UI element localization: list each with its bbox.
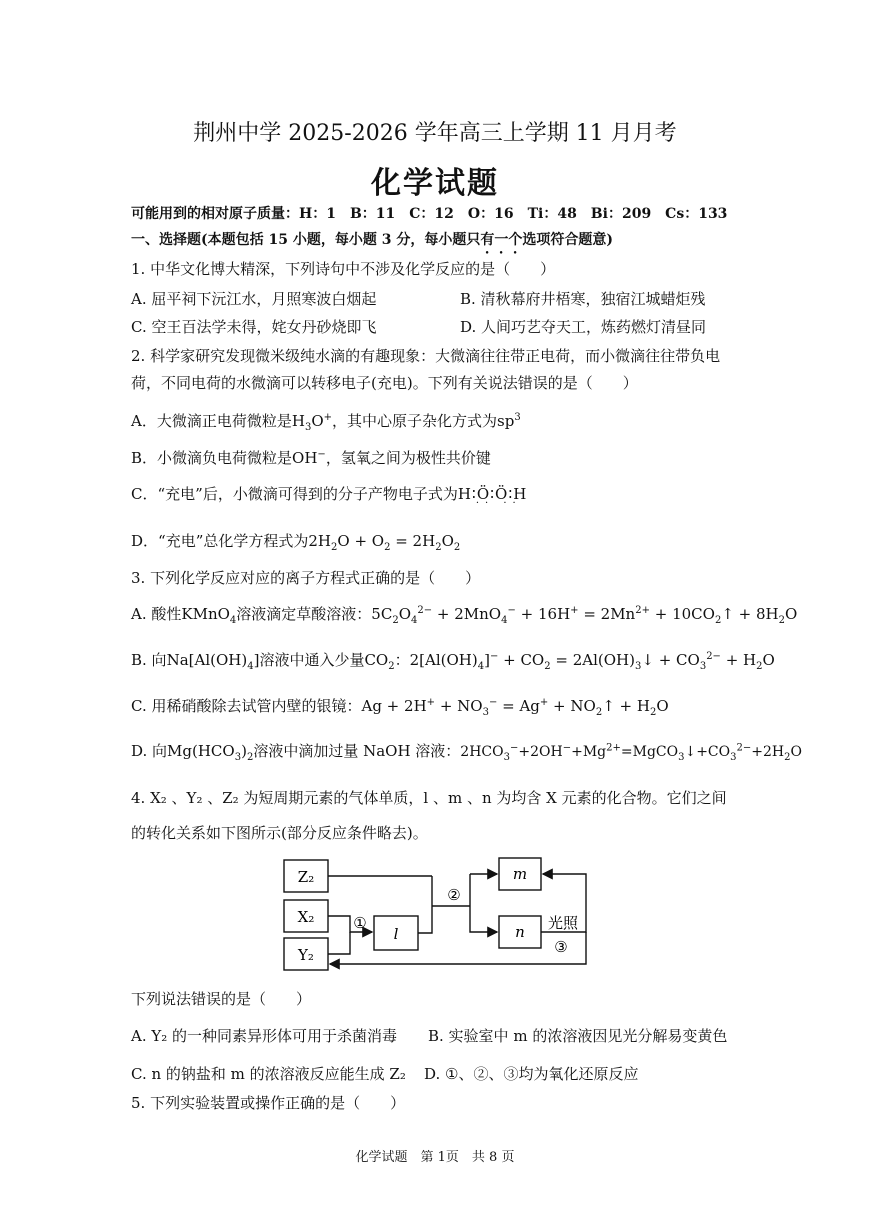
q3-b-equation: $CO_2$：$2[Al(OH)_4]^- + CO_2$ = $2Al(OH)_3↓ + CO_3^{2-} + H_2O$ (364, 651, 775, 672)
peroxide-electron-formula: H∶Ö∶Ö∶H ·· ·· (457, 485, 528, 509)
step3-label: ③ (554, 938, 568, 956)
q3-c-pre: C. 用稀硝酸除去试管内壁的银镜： (131, 697, 362, 715)
q4-stem-line1: 4. X₂ 、Y₂ 、Z₂ 为短周期元素的气体单质，l 、m 、n 为均含 X 元素的化合物。它们之间 (131, 789, 727, 807)
q4-option-d: D. ①、②、③均为氧化还原反应 (424, 1065, 639, 1083)
kmno4-formula: KMnO$_4$ (181, 605, 237, 626)
atomic-masses: 可能用到的相对原子质量：H：1 B：11 C：12 O：16 Ti：48 Bi：209 Cs：133 (131, 206, 728, 222)
q3-d-equation: $2HCO_3^-+2OH^-+Mg^{2+}=MgCO_3↓+CO_3^{2-}+2H_2O$ (460, 742, 802, 763)
section-heading-post: 选项符合题意) (522, 232, 613, 248)
to-n-arrow (470, 874, 497, 932)
q1-option-a: A. 屈平祠下沅江水，月照寒波白烟起 (131, 290, 377, 308)
to-y2-arrow (330, 932, 586, 964)
na-aloh4-formula: $Na[Al(OH)_4]$ (166, 651, 260, 672)
q4-option-c: C. n 的钠盐和 m 的浓溶液反应能生成 Z₂ (131, 1065, 406, 1083)
q3-stem: 3. 下列化学反应对应的离子方程式正确的是（ ） (131, 569, 481, 587)
q5-stem: 5. 下列实验装置或操作正确的是（ ） (131, 1094, 406, 1112)
q2-c-text: C．“充电”后，小微滴可得到的分子产物电子式为 (131, 485, 458, 503)
q4-option-a: A. Y₂ 的一种同素异形体可用于杀菌消毒 (131, 1027, 398, 1045)
z2-label: Z₂ (297, 868, 315, 886)
q2-d-text: D．“充电”总化学方程式为 (131, 532, 309, 550)
step2-label: ② (447, 886, 461, 904)
q3-b-pre: B. 向 (131, 651, 167, 669)
q3-d-mid: 溶液中滴加过量 NaOH 溶液： (253, 742, 461, 760)
section-heading (131, 229, 613, 257)
q3-option-b (131, 649, 775, 672)
q4-stem-line2: 的转化关系如下图所示(部分反应条件略去)。 (131, 824, 428, 842)
q2-a-pre: A．大微滴正电荷微粒是 (131, 412, 292, 430)
step1-label: ① (353, 914, 367, 932)
section-heading-pre: 一、选择题(本题包括 15 小题，每小题 3 分，每小题只 (131, 232, 481, 248)
q1-option-c: C. 空王百法学未得，姹女丹砂烧即飞 (131, 318, 377, 336)
m-label: m (512, 865, 528, 883)
q1-option-d: D. 人间巧艺夺天工，炼药燃灯清昼同 (460, 318, 707, 336)
q2-a-mid: ，其中心原子杂化方式为 (332, 412, 498, 430)
q3-b-mid: 溶液中通入少量 (259, 651, 365, 669)
l-line (418, 876, 432, 933)
exam-title: 荆州中学 2025-2026 学年高三上学期 11 月月考 (193, 121, 677, 146)
q4-prompt: 下列说法错误的是（ ） (131, 990, 312, 1008)
q4-option-b: B. 实验室中 m 的浓溶液因见光分解易变黄色 (428, 1027, 728, 1045)
q2-option-a (131, 410, 521, 433)
q3-option-a (131, 603, 797, 626)
q2-option-b (131, 447, 491, 468)
q3-option-c (131, 695, 669, 718)
hydronium-formula: $H_3O^+$ (291, 412, 333, 433)
q3-a-mid: 溶液滴定草酸溶液： (236, 605, 372, 623)
q2-option-c (131, 483, 528, 509)
hydroxide-formula: OH− (292, 449, 326, 467)
x2-label: X₂ (297, 908, 315, 926)
q2-b-post: ，氢氧之间为极性共价键 (325, 449, 491, 467)
l-label: l (393, 925, 399, 943)
sp3-formula: $sp^3$ (497, 412, 521, 430)
q2-stem-line1: 2. 科学家研究发现微米级纯水滴的有趣现象：大微滴往往带正电荷，而小微滴往往带负电 (131, 347, 721, 365)
light-label: 光照 (547, 914, 579, 932)
q3-a-equation: $5C_2O_4^{2-} + 2MnO_4^- + 16H^+ = 2Mn^{2+}$ + $10CO_2↑ + 8H_2O$ (371, 605, 798, 626)
mg-hco3-formula: $Mg(HCO_3)_2$ (167, 742, 254, 763)
page-footer: 化学试题 第 1页 共 8 页 (355, 1150, 515, 1165)
q2-option-d (131, 530, 460, 553)
q3-a-pre: A. 酸性 (131, 605, 182, 623)
y2-label: Y₂ (298, 946, 314, 964)
q3-d-pre: D. 向 (131, 742, 168, 760)
y2-line (328, 932, 350, 954)
q3-option-d (131, 740, 802, 763)
q2-d-equation: $2H_2O + O_2 = 2H_2O_2$ (308, 532, 461, 553)
q2-b-pre: B．小微滴负电荷微粒是 (131, 449, 293, 467)
q1-stem: 1. 中华文化博大精深，下列诗句中不涉及化学反应的是（ ） (131, 260, 556, 278)
section-heading-emphasis: 有一个 (480, 232, 523, 248)
q1-option-b: B. 清秋幕府井梧寒，独宿江城蜡炬残 (460, 290, 706, 308)
n-label: n (515, 923, 525, 941)
exam-subject: 化学试题 (371, 166, 499, 201)
q2-stem-line2: 荷，不同电荷的水微滴可以转移电子(充电)。下列有关说法错误的是（ ） (131, 374, 638, 392)
q3-c-equation: $Ag + 2H^+ + NO_3^- = Ag^+$ + $NO_2↑ + H_2O$ (361, 697, 669, 718)
conversion-diagram (270, 850, 600, 978)
